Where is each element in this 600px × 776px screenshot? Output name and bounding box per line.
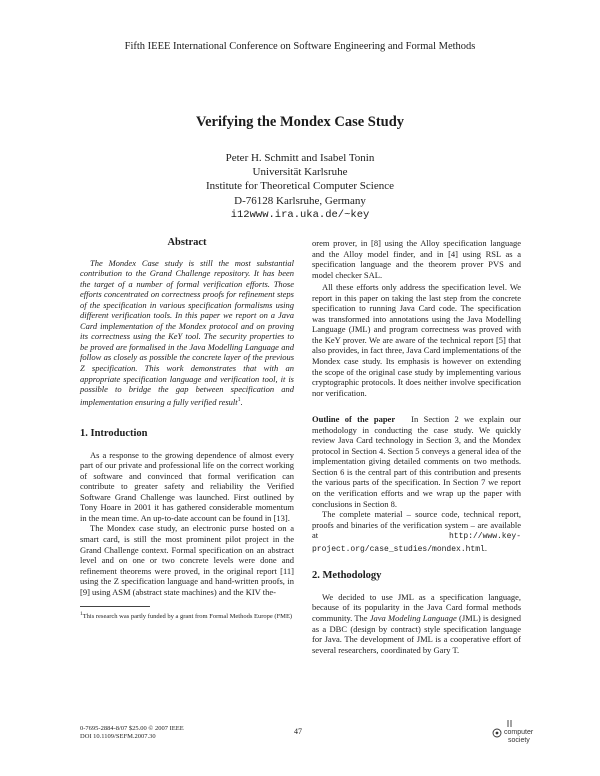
material-end: . — [484, 542, 487, 553]
left-column — [80, 238, 294, 621]
logo-text-computer: computer — [504, 729, 534, 736]
right-paragraph-1: orem prover, in [8] using the Alloy specification language and the Alloy model finder, and in [4] using RSL as a specification language and the theorem prover PVS and model checker SAL. — [312, 238, 521, 280]
computer-society-logo-icon — [492, 718, 534, 746]
introduction-heading: 1. Introduction — [80, 428, 148, 440]
paper-title: Verifying the Mondex Case Study — [195, 114, 405, 130]
methodology-jml-term: Java Modeling Language — [369, 612, 457, 623]
affiliation-university: Universität Karlsruhe — [252, 166, 348, 179]
outline-text: In Section 2 we explain our methodology in conducting the case study. We quickly review Java Card technology in Section 3, and the Mondex protocol in Section 4. Section 5 conveys a general idea of the implementation giving detailed comments on two methods. Section 6 is the central part of this contribution and presents the various parts of the specification. In Section 7 we report on the verification efforts and we wrap up the paper with conclusions in Section 8. — [312, 414, 522, 509]
methodology-text-a: We decided to use JML as a specification language, because of its popularity in the Java Card formal methods community. The — [312, 591, 521, 623]
methodology-text-c: (JML) is designed as a DBC (design by contract) style specification language for Java. The development of JML is a cooperative effort of several researchers, coordinated by Gary T. — [312, 612, 522, 655]
footnote-rule — [80, 606, 150, 607]
author-block — [0, 151, 600, 222]
abstract-heading: Abstract — [167, 237, 207, 248]
intro-paragraph-2: The Mondex case study, an electronic purse hosted on a smart card, is still the most prominent pilot project in the Grand Challenge context. Formal specification on an abstract level and on one or two concrete levels were done and refinement theorems were proved, in the original report [11] using the Z specification language and hand-written proofs, in [9] using ASM (abstract state machines) and the KIV the- — [80, 523, 294, 597]
intro-paragraph-1: As a response to the growing dependence of almost every part of our private and professional life on the correct working of software and convinced that formal verification can contribute to greater safety and reliability the Verified Software Grand Challenge was launched. First outlined by Tony Hoare in 2001 it has gathered considerable momentum in the mean time. An up-to-date account can be found in [13]. — [80, 449, 294, 523]
right-column — [312, 238, 521, 655]
abstract-text — [80, 258, 294, 407]
author-website: i12www.ira.uka.de/~key — [230, 208, 370, 221]
footer-doi: DOI 10.1109/SEFM.2007.30 — [80, 733, 156, 740]
methodology-heading: 2. Methodology — [312, 570, 382, 582]
authors: Peter H. Schmitt and Isabel Tonin — [225, 152, 375, 164]
methodology-paragraph-1 — [312, 592, 521, 655]
material-text: The complete material – source code, technical report, proofs and binaries of the verification system – are available at — [312, 509, 521, 541]
abstract-footnote-mark: 1 — [237, 396, 241, 403]
abstract-end: . — [240, 396, 243, 407]
conference-header: Fifth IEEE International Conference on Software Engineering and Formal Methods — [124, 41, 476, 52]
outline-label: Outline of the paper — [312, 414, 396, 425]
affiliation-institute: Institute for Theoretical Computer Science — [206, 180, 394, 193]
outline-paragraph — [312, 414, 521, 509]
abstract-body: The Mondex Case study is still the most substantial contribution to the Grand Challenge repository. It has been the target of a number of formal verification efforts. Those efforts concentrated on correctness proofs for refinement steps of the specification in various specification formalisms using different verification tools. In this paper we report on a Java Card implementation of the Mondex protocol and on proving its correctness using the KeY tool. The security properties to be proved are formalised in the Java Modelling Language and follow as closely as possible the concrete layer of the previous Z specification. This work demonstrates that with an appropriate specification language and verification tool, it is possible to bridge the gap between specification and implementation ensuring a fully verified result — [80, 257, 294, 407]
material-paragraph — [312, 509, 521, 555]
footnote — [80, 610, 294, 621]
page-number: 47 — [294, 727, 302, 736]
affiliation-address: D-76128 Karlsruhe, Germany — [234, 194, 366, 207]
footnote-text: This research was partly funded by a grant from Formal Methods Europe (FME) — [82, 613, 293, 621]
footer-isbn: 0-7695-2884-8/07 $25.00 © 2007 IEEE — [80, 725, 184, 732]
project-url[interactable]: http://www.key-project.org/case_studies/mondex.html — [312, 532, 521, 554]
logo-text-society: society — [508, 737, 530, 744]
right-paragraph-2: All these efforts only address the specification level. We report in this paper on taking the last step from the concrete specification to running Java Card code. The specification was transformed into annotations using the Java Modelling Language (JML) and program correctness was proved with the KeY prover. We are aware of the technical report [5] that also provides, in fact three, Java Card implementations of the Mondex case study. Its emphasis is however on extending the scope of the original case study by implementing various cryptographic protocols. It does neither involve specification nor verification. — [312, 282, 521, 398]
footer-copyright — [80, 725, 184, 741]
computer-society-logo — [492, 718, 534, 746]
footnote-mark: 1 — [80, 611, 83, 618]
